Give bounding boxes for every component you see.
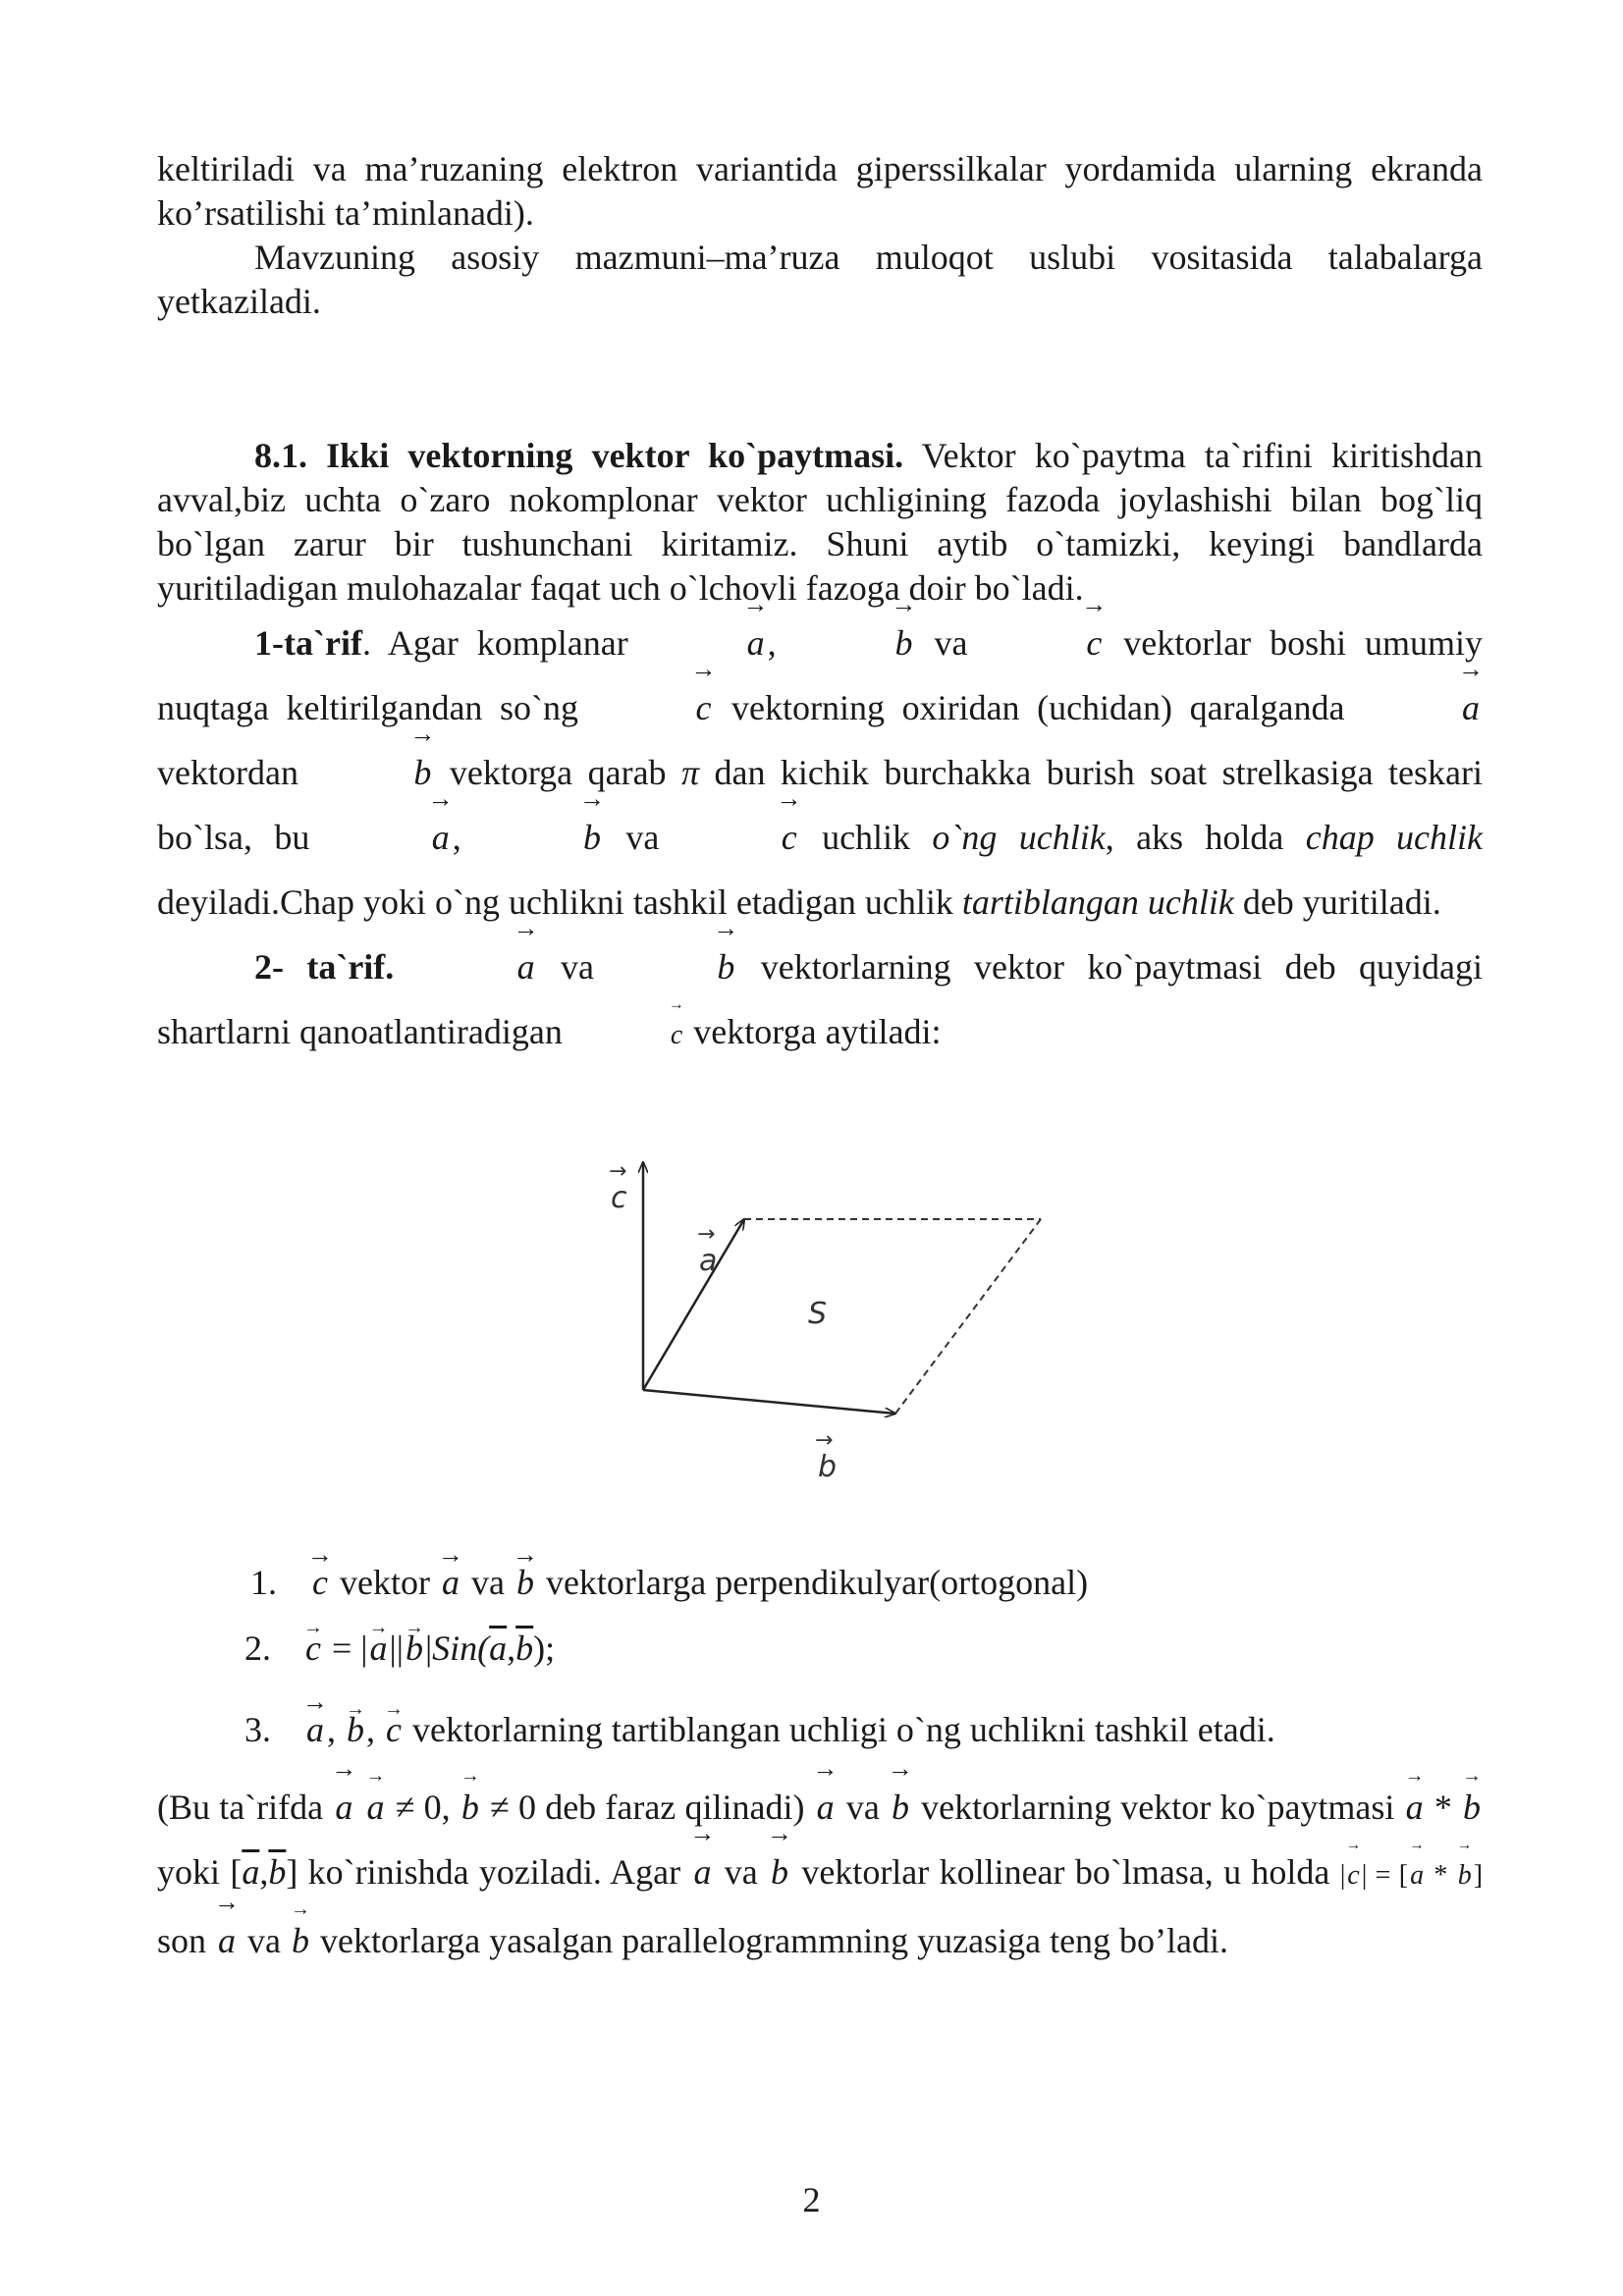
list-item: 2. → c = |→ $a||\to b|Sin(\overline{a},\overline{b})$; bbox=[250, 1627, 1488, 1671]
paragraph-main-content: Mavzuning asosiy mazmuni–ma’ruza muloqot uslubi vositasida talabalarga yetkaziladi. bbox=[157, 238, 1483, 321]
vector-c: → c bbox=[986, 611, 1105, 675]
figure-a-arrow: → bbox=[697, 1222, 716, 1247]
paragraph-intro: keltiriladi va ma’ruzaning elektron variantida giperssilkalar yordamida ularning ekranda ko’rsatilishi ta’minlanadi). bbox=[157, 149, 1483, 233]
closing-paragraph: (Bu ta`rifda → a → a ≠ 0, → b ≠ 0 deb faraz qilinadi) → a va → b vektorlarning vektor ko`paytmasi → a * → b yoki $[\overline{a},\overline{b}]$ ko`rinishda yoziladi. Agar → a va → b vektorlar kollinear bo`lmasa, u holda |→ c| = [→ a * → b] son → a va → b vektorlarga yasalgan parallelogrammning yuzasiga teng bo’ladi. bbox=[157, 1775, 1483, 1973]
definition-2: 2- ta`rif. → a va → b vektorlarning vektor ko`paytmasi deb quyidagi shartlarni qanoatlantiradigan → c vektorga aytiladi: bbox=[157, 934, 1483, 1068]
figure-label-S: S bbox=[808, 1297, 828, 1331]
vector-a-line bbox=[643, 1219, 744, 1390]
def2-label: 2- ta`rif. bbox=[254, 947, 395, 987]
list-item: 3. → a, → b, → c vektorlarning tartiblangan uchligi o`ng uchlikni tashkil etadi. bbox=[250, 1708, 1488, 1752]
vector-a: → a bbox=[647, 611, 768, 675]
ordered-triple-term: tartiblangan uchlik bbox=[961, 882, 1234, 922]
def1-label: 1-ta`rif bbox=[254, 623, 362, 663]
dashed-right-edge bbox=[895, 1219, 1041, 1414]
figure-label-b: b bbox=[818, 1450, 838, 1484]
section-heading: 8.1. Ikki vektorning vektor ko`paytmasi. bbox=[254, 436, 904, 475]
figure-c-arrow: → bbox=[609, 1159, 627, 1184]
section-8-1 bbox=[157, 434, 1483, 611]
left-triple-term: chap uchlik bbox=[1305, 818, 1484, 857]
figure-label-c: c bbox=[611, 1181, 627, 1215]
vector-b-line bbox=[643, 1390, 895, 1414]
list-item: 1. → c vektor → a va → b vektorlarga perpendikulyar(ortogonal) bbox=[250, 1561, 1488, 1605]
parallelogram-figure bbox=[579, 1148, 1070, 1492]
vector-b: → b bbox=[795, 611, 916, 675]
section-text: Vektor ko`paytma ta`rifini kiritishdan avval,biz uchta o`zaro nokomplonar vektor uchligining fazoda joylashishi bilan bog`liq bo`lgan zarur bir tushunchani kiritamiz. Shuni aytib o`tamizki, keyingi bandlarda yuritiladigan mulohazalar faqat uch o`lchovli fazoga doir bo`ladi. bbox=[157, 436, 1483, 608]
document-body bbox=[157, 147, 1483, 1068]
right-triple-term: o`ng uchlik bbox=[932, 818, 1106, 857]
conditions-list bbox=[244, 1561, 1488, 1774]
vector-diagram bbox=[579, 1148, 1070, 1492]
page-number: 2 bbox=[802, 2180, 821, 2219]
pi-symbol: π bbox=[681, 753, 700, 792]
figure-b-arrow: → bbox=[815, 1428, 834, 1453]
definition-1: 1-ta`rif. Agar komplanar → a, → b va → c vektorlar boshi umumiy nuqtaga keltirilgandan so`ng → c vektorning oxiridan (uchidan) qaralganda → a vektordan → b vektorga qarab π dan kichik burchakka burish soat strelkasiga teskari bo`lsa, bu → a, → b va → c uchlik o`ng uchlik, aks holda chap uchlik deyiladi.Chap yoki o`ng uchlikni tashkil etadigan uchlik tartiblangan uchlik deb yuritiladi. bbox=[157, 611, 1483, 934]
figure-label-a: a bbox=[699, 1244, 718, 1278]
